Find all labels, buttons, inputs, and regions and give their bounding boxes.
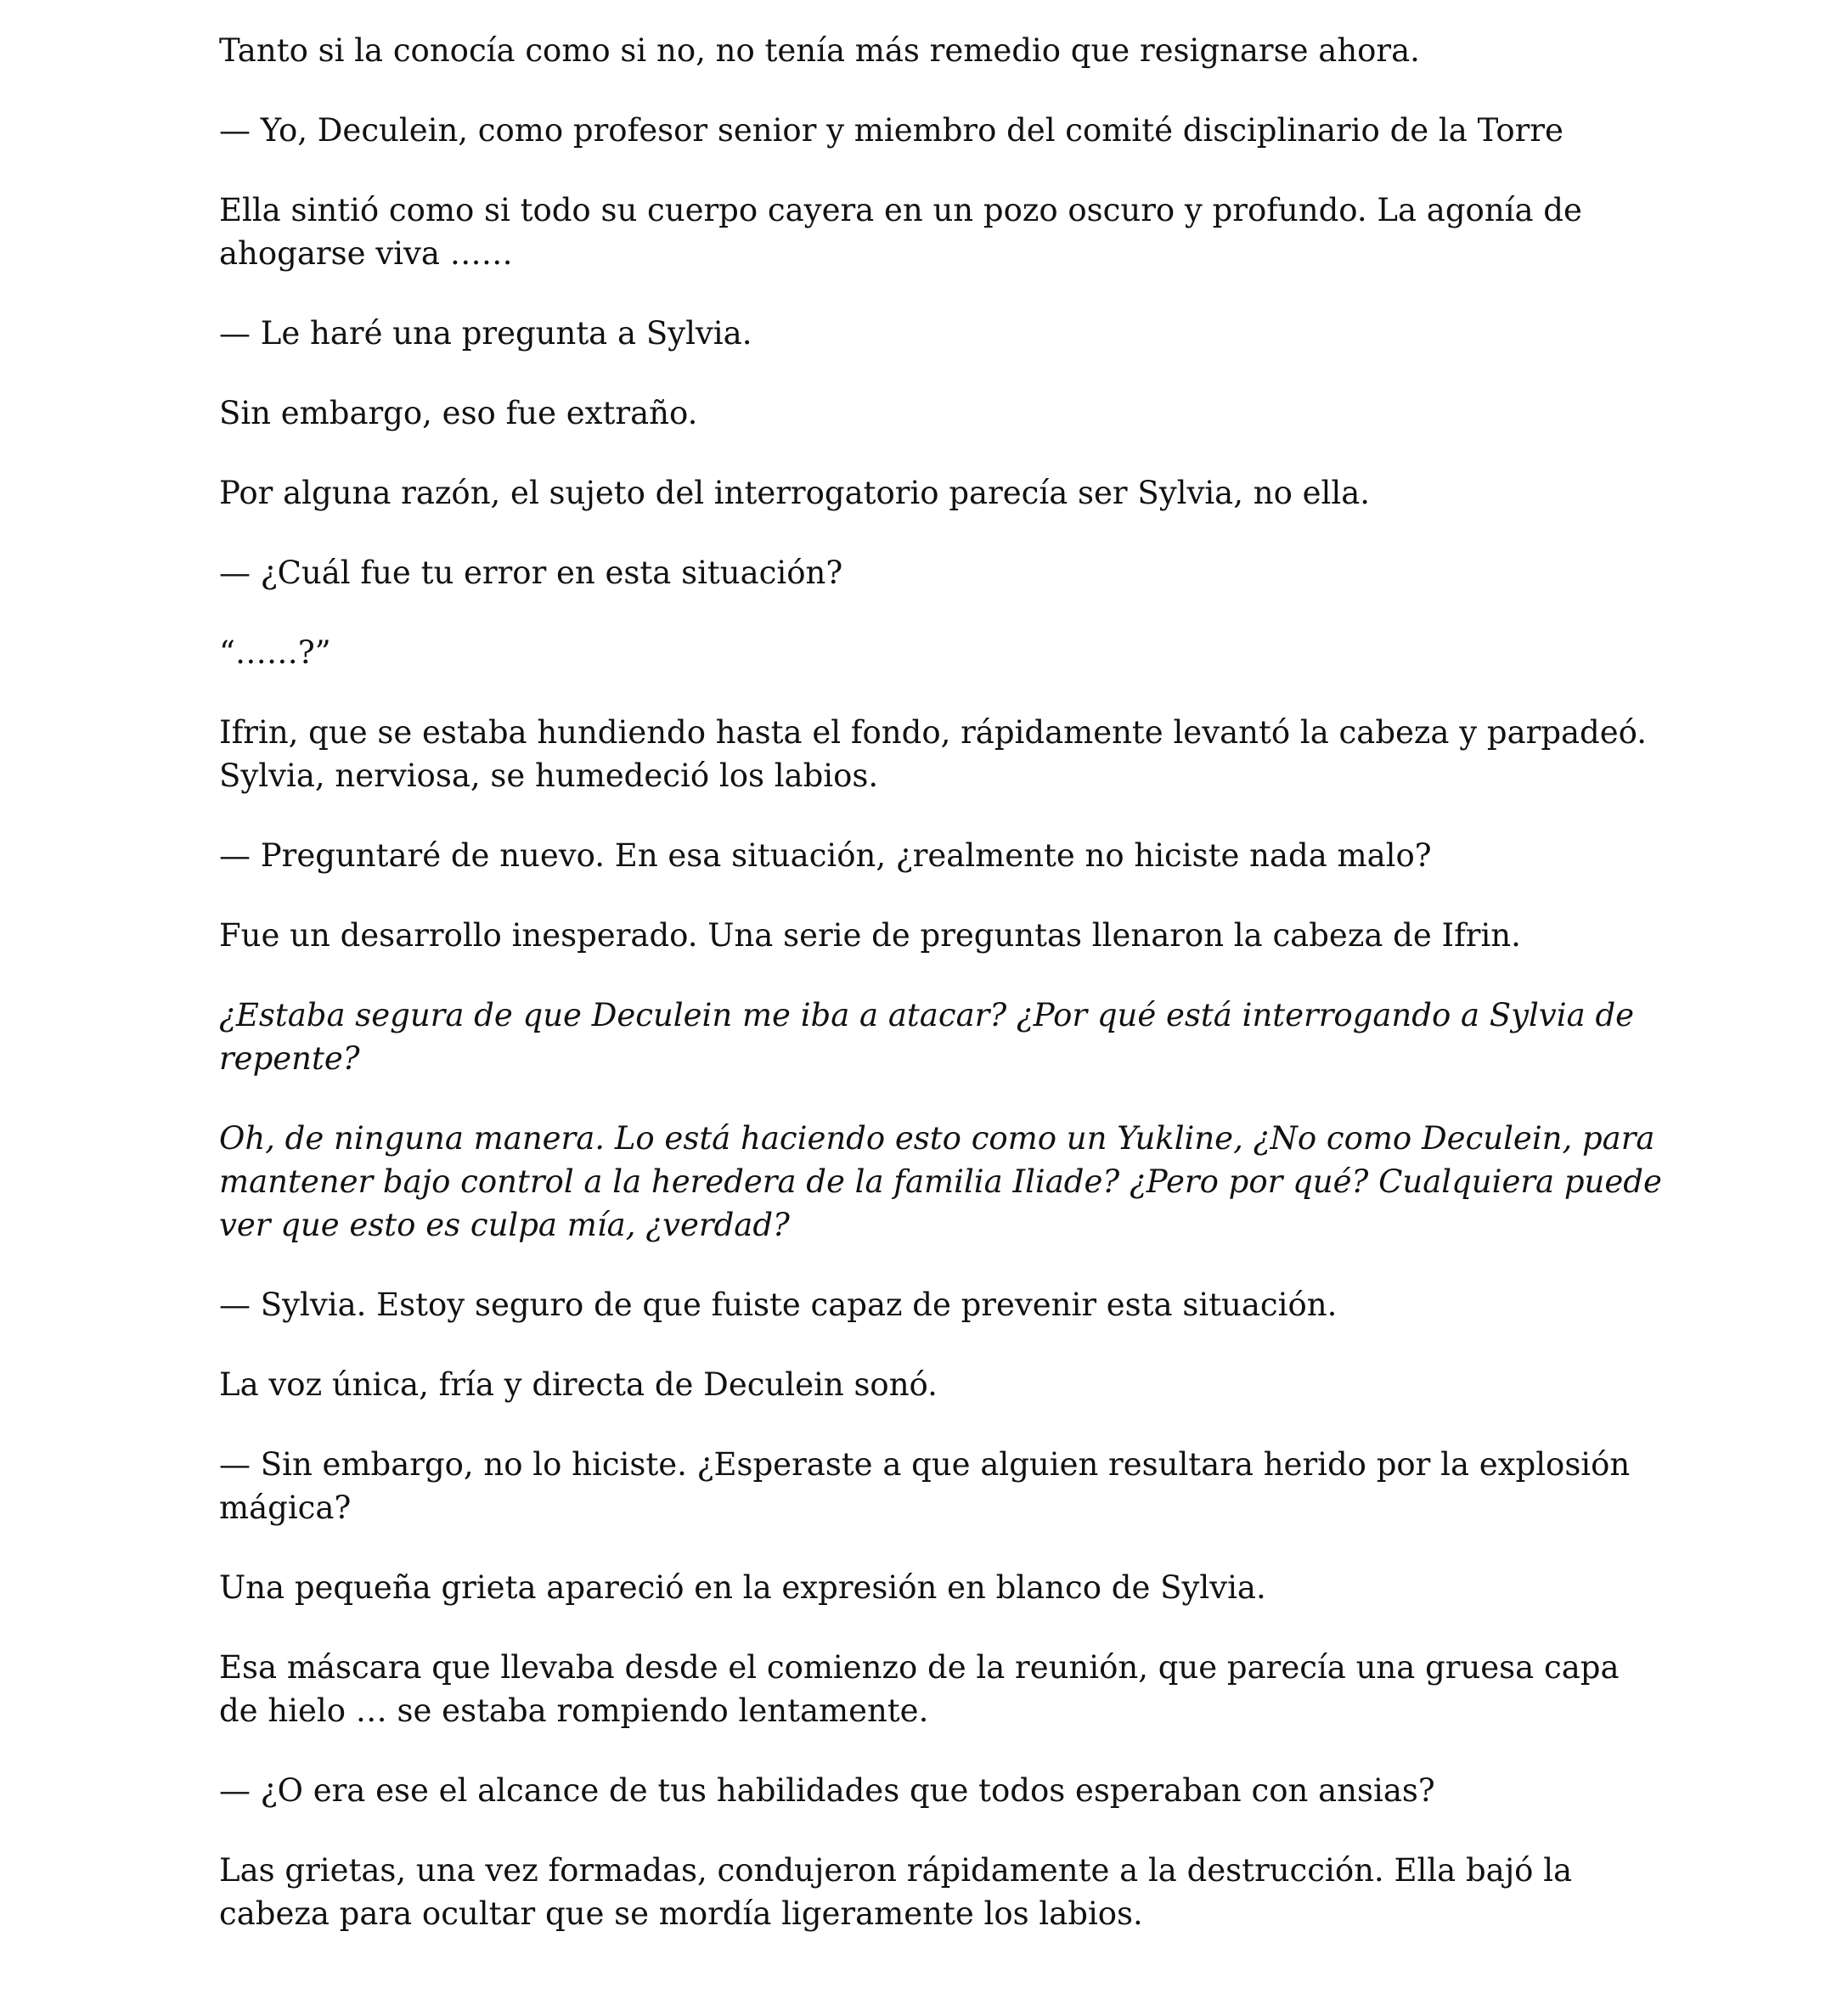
paragraph-19: — ¿O era ese el alcance de tus habilidades que todos esperaban con ansias?: [219, 1772, 1435, 1809]
paragraph-2: — Yo, Deculein, como profesor senior y miembro del comité disciplinario de la Torre: [219, 112, 1563, 149]
paragraph-12-italic: ¿Estaba segura de que Deculein me iba a atacar? ¿Por qué está interrogando a Sylvia de repente?: [219, 997, 1635, 1077]
paragraph-18: Esa máscara que llevaba desde el comienzo de la reunión, que parecía una gruesa capa de hielo … se estaba rompiendo lentamente.: [219, 1649, 1620, 1729]
paragraph-6: Por alguna razón, el sujeto del interrogatorio parecía ser Sylvia, no ella.: [219, 475, 1371, 511]
paragraph-3: Ella sintió como si todo su cuerpo cayera en un pozo oscuro y profundo. La agonía de ahogarse viva ……: [219, 192, 1582, 272]
document-page: [219, 29, 1663, 1972]
paragraph-9: Ifrin, que se estaba hundiendo hasta el fondo, rápidamente levantó la cabeza y parpadeó. Sylvia, nerviosa, se humedeció los labios.: [219, 714, 1648, 794]
paragraph-17: Una pequeña grieta apareció en la expresión en blanco de Sylvia.: [219, 1569, 1266, 1606]
paragraph-5: Sin embargo, eso fue extraño.: [219, 395, 698, 431]
paragraph-16: — Sin embargo, no lo hiciste. ¿Esperaste a que alguien resultara herido por la explosión mágica?: [219, 1446, 1631, 1526]
paragraph-20: Las grietas, una vez formadas, condujeron rápidamente a la destrucción. Ella bajó la cabeza para ocultar que se mordía ligeramente los labios.: [219, 1852, 1573, 1932]
paragraph-10: — Preguntaré de nuevo. En esa situación, ¿realmente no hiciste nada malo?: [219, 837, 1432, 874]
paragraph-14: — Sylvia. Estoy seguro de que fuiste capaz de prevenir esta situación.: [219, 1287, 1338, 1323]
paragraph-4: — Le haré una pregunta a Sylvia.: [219, 315, 752, 352]
paragraph-1: Tanto si la conocía como si no, no tenía más remedio que resignarse ahora.: [219, 32, 1420, 69]
paragraph-15: La voz única, fría y directa de Deculein sonó.: [219, 1366, 938, 1403]
paragraph-13-italic: Oh, de ninguna manera. Lo está haciendo esto como un Yukline, ¿No como Deculein, para mantener bajo control a la heredera de la familia Iliade? ¿Pero por qué? Cualquiera puede ver que esto es culpa mía, ¿verdad?: [219, 1120, 1662, 1243]
paragraph-7: — ¿Cuál fue tu error en esta situación?: [219, 555, 843, 591]
paragraph-11: Fue un desarrollo inesperado. Una serie de preguntas llenaron la cabeza de Ifrin.: [219, 917, 1521, 954]
paragraph-8: “……?”: [219, 634, 331, 671]
